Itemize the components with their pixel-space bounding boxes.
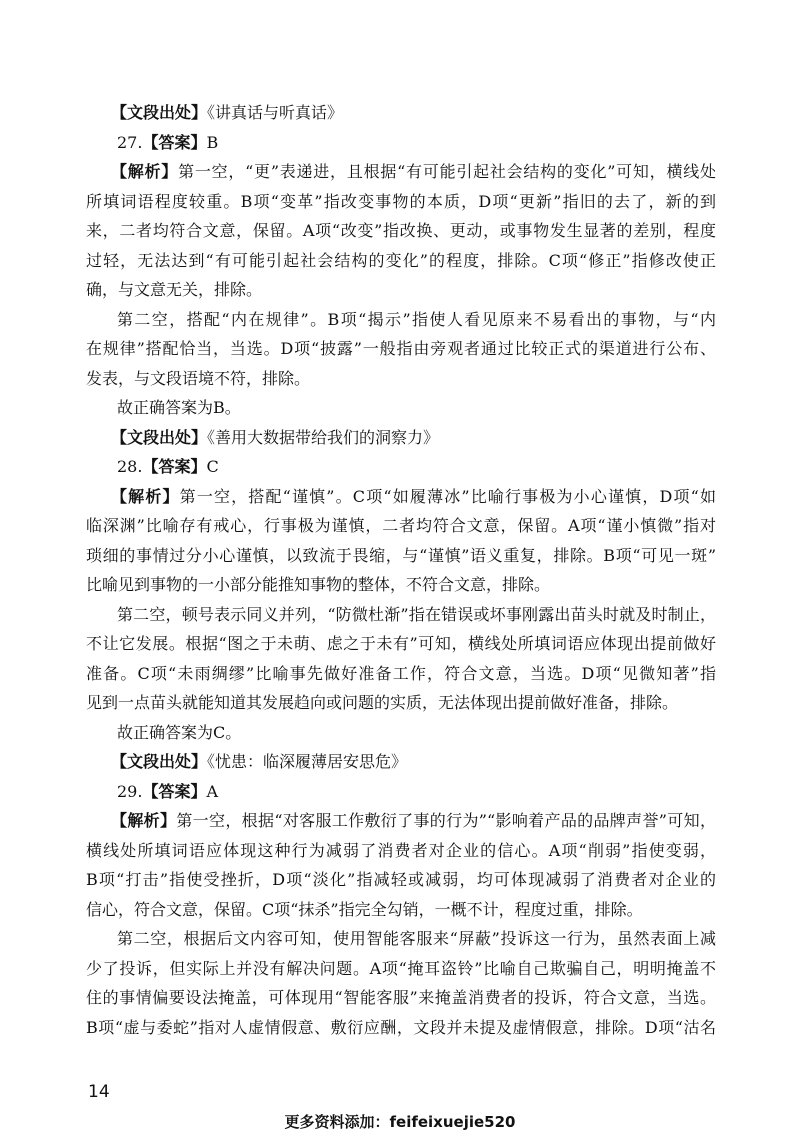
- text-line: 临深渊”比喻存有戒心，行事极为谨慎，二者均符合文意，保留。A项“谨小慎微”指对: [86, 516, 716, 535]
- text-line: 信心，符合文意，保留。C项“抹杀”指完全勾销，一概不计，程度过重，排除。: [86, 899, 643, 919]
- text-line: 【解析】第一空，搭配“谨慎”。C项“如履薄冰”比喻行事极为小心谨慎，D项“如: [111, 486, 716, 506]
- section-label: 【答案】: [142, 457, 207, 476]
- section-label: 【答案】: [142, 781, 207, 801]
- correct-answer-line-27: 故正确答案为B。: [117, 398, 241, 417]
- section-label: 【文段出处】: [111, 427, 208, 447]
- text-line: B项“虚与委蛇”指对人虚情假意、敷衍应酬，文段并未提及虚情假意，排除。D项“沽名: [86, 1017, 716, 1037]
- source-heading-28: 【文段出处】《忧患：临深履薄居安思危》: [111, 752, 408, 771]
- answer-heading-29: 29.【答案】A: [117, 781, 219, 801]
- footer-contact-note: 更多资料添加：feifeixuejie520: [284, 1113, 516, 1131]
- section-label: 【答案】: [142, 132, 207, 152]
- text-line: 在规律”搭配恰当，当选。D项“披露”一般指由旁观者通过比较正式的渠道进行公布、: [86, 339, 716, 358]
- source-heading-27: 【文段出处】《善用大数据带给我们的洞察力》: [111, 427, 440, 447]
- text-line: 琐细的事情过分小心谨慎，以致流于畏缩，与“谨慎”语义重复，排除。B项“可见一斑”: [86, 545, 716, 565]
- text-line: 见到一点苗头就能知道其发展趋向或问题的实质，无法体现出提前做好准备，排除。: [86, 693, 679, 712]
- text-line: 确，与文意无关，排除。: [86, 280, 263, 299]
- text-line: 横线处所填词语应体现这种行为减弱了消费者对企业的信心。A项“削弱”指使变弱，: [86, 840, 716, 860]
- text-line: 第二空，搭配“内在规律”。B项“揭示”指使人看见原来不易看出的事物，与“内: [117, 309, 716, 329]
- text-line: 【解析】第一空，“更”表递进，且根据“有可能引起社会结构的变化”可知，横线处: [111, 162, 716, 181]
- answer-heading-27: 27.【答案】B: [117, 132, 219, 152]
- text-line: 第二空，顿号表示同义并列，“防微杜渐”指在错误或坏事刚露出苗头时就及时制止，: [117, 604, 716, 624]
- correct-answer-line-28: 故正确答案为C。: [117, 722, 242, 742]
- section-label: 【文段出处】: [111, 103, 208, 122]
- section-label: 【解析】: [111, 486, 180, 506]
- text-line: 比喻见到事物的一小部分能推知事物的整体，不符合文意，排除。: [86, 575, 551, 594]
- answer-explanation-text: [86, 98, 716, 1042]
- text-line: B项“打击”指使受挫折，D项“淡化”指减轻或减弱，均可体现减弱了消费者对企业的: [86, 870, 716, 889]
- section-label: 【解析】: [111, 162, 179, 181]
- text-line: 第二空，根据后文内容可知，使用智能客服来“屏蔽”投诉这一行为，虽然表面上减: [117, 929, 716, 948]
- section-label: 【文段出处】: [111, 752, 208, 771]
- text-line: 来，二者均符合文意，保留。A项“改变”指改换、更动，或事物发生显著的差别，程度: [86, 221, 716, 240]
- source-heading-26: 【文段出处】《讲真话与听真话》: [111, 103, 344, 122]
- text-line: 发表，与文段语境不符，排除。: [86, 368, 311, 388]
- text-line: 准备。C项“未雨绸缪”比喻事先做好准备工作，符合文意，当选。D项“见微知著”指: [86, 663, 716, 683]
- text-line: 住的事情偏要设法掩盖，可体现用“智能客服”来掩盖消费者的投诉，符合文意，当选。: [86, 988, 716, 1007]
- page-number: 14: [88, 1082, 110, 1102]
- text-line: 【解析】第一空，根据“对客服工作敷衍了事的行为”“影响着产品的品牌声誉”可知，: [111, 811, 716, 830]
- text-line: 少了投诉，但实际上并没有解决问题。A项“掩耳盗铃”比喻自己欺骗自己，明明掩盖不: [86, 958, 716, 978]
- section-label: 【解析】: [111, 811, 177, 830]
- text-line: 不让它发展。根据“图之于未萌、虑之于未有”可知，横线处所填词语应体现出提前做好: [86, 634, 716, 653]
- text-line: 过轻，无法达到“有可能引起社会结构的变化”的程度，排除。C项“修正”指修改使正: [86, 250, 716, 270]
- text-line: 所填词语程度较重。B项“变革”指改变事物的本质，D项“更新”指旧的去了，新的到: [86, 191, 716, 211]
- answer-heading-28: 28.【答案】C: [117, 457, 219, 476]
